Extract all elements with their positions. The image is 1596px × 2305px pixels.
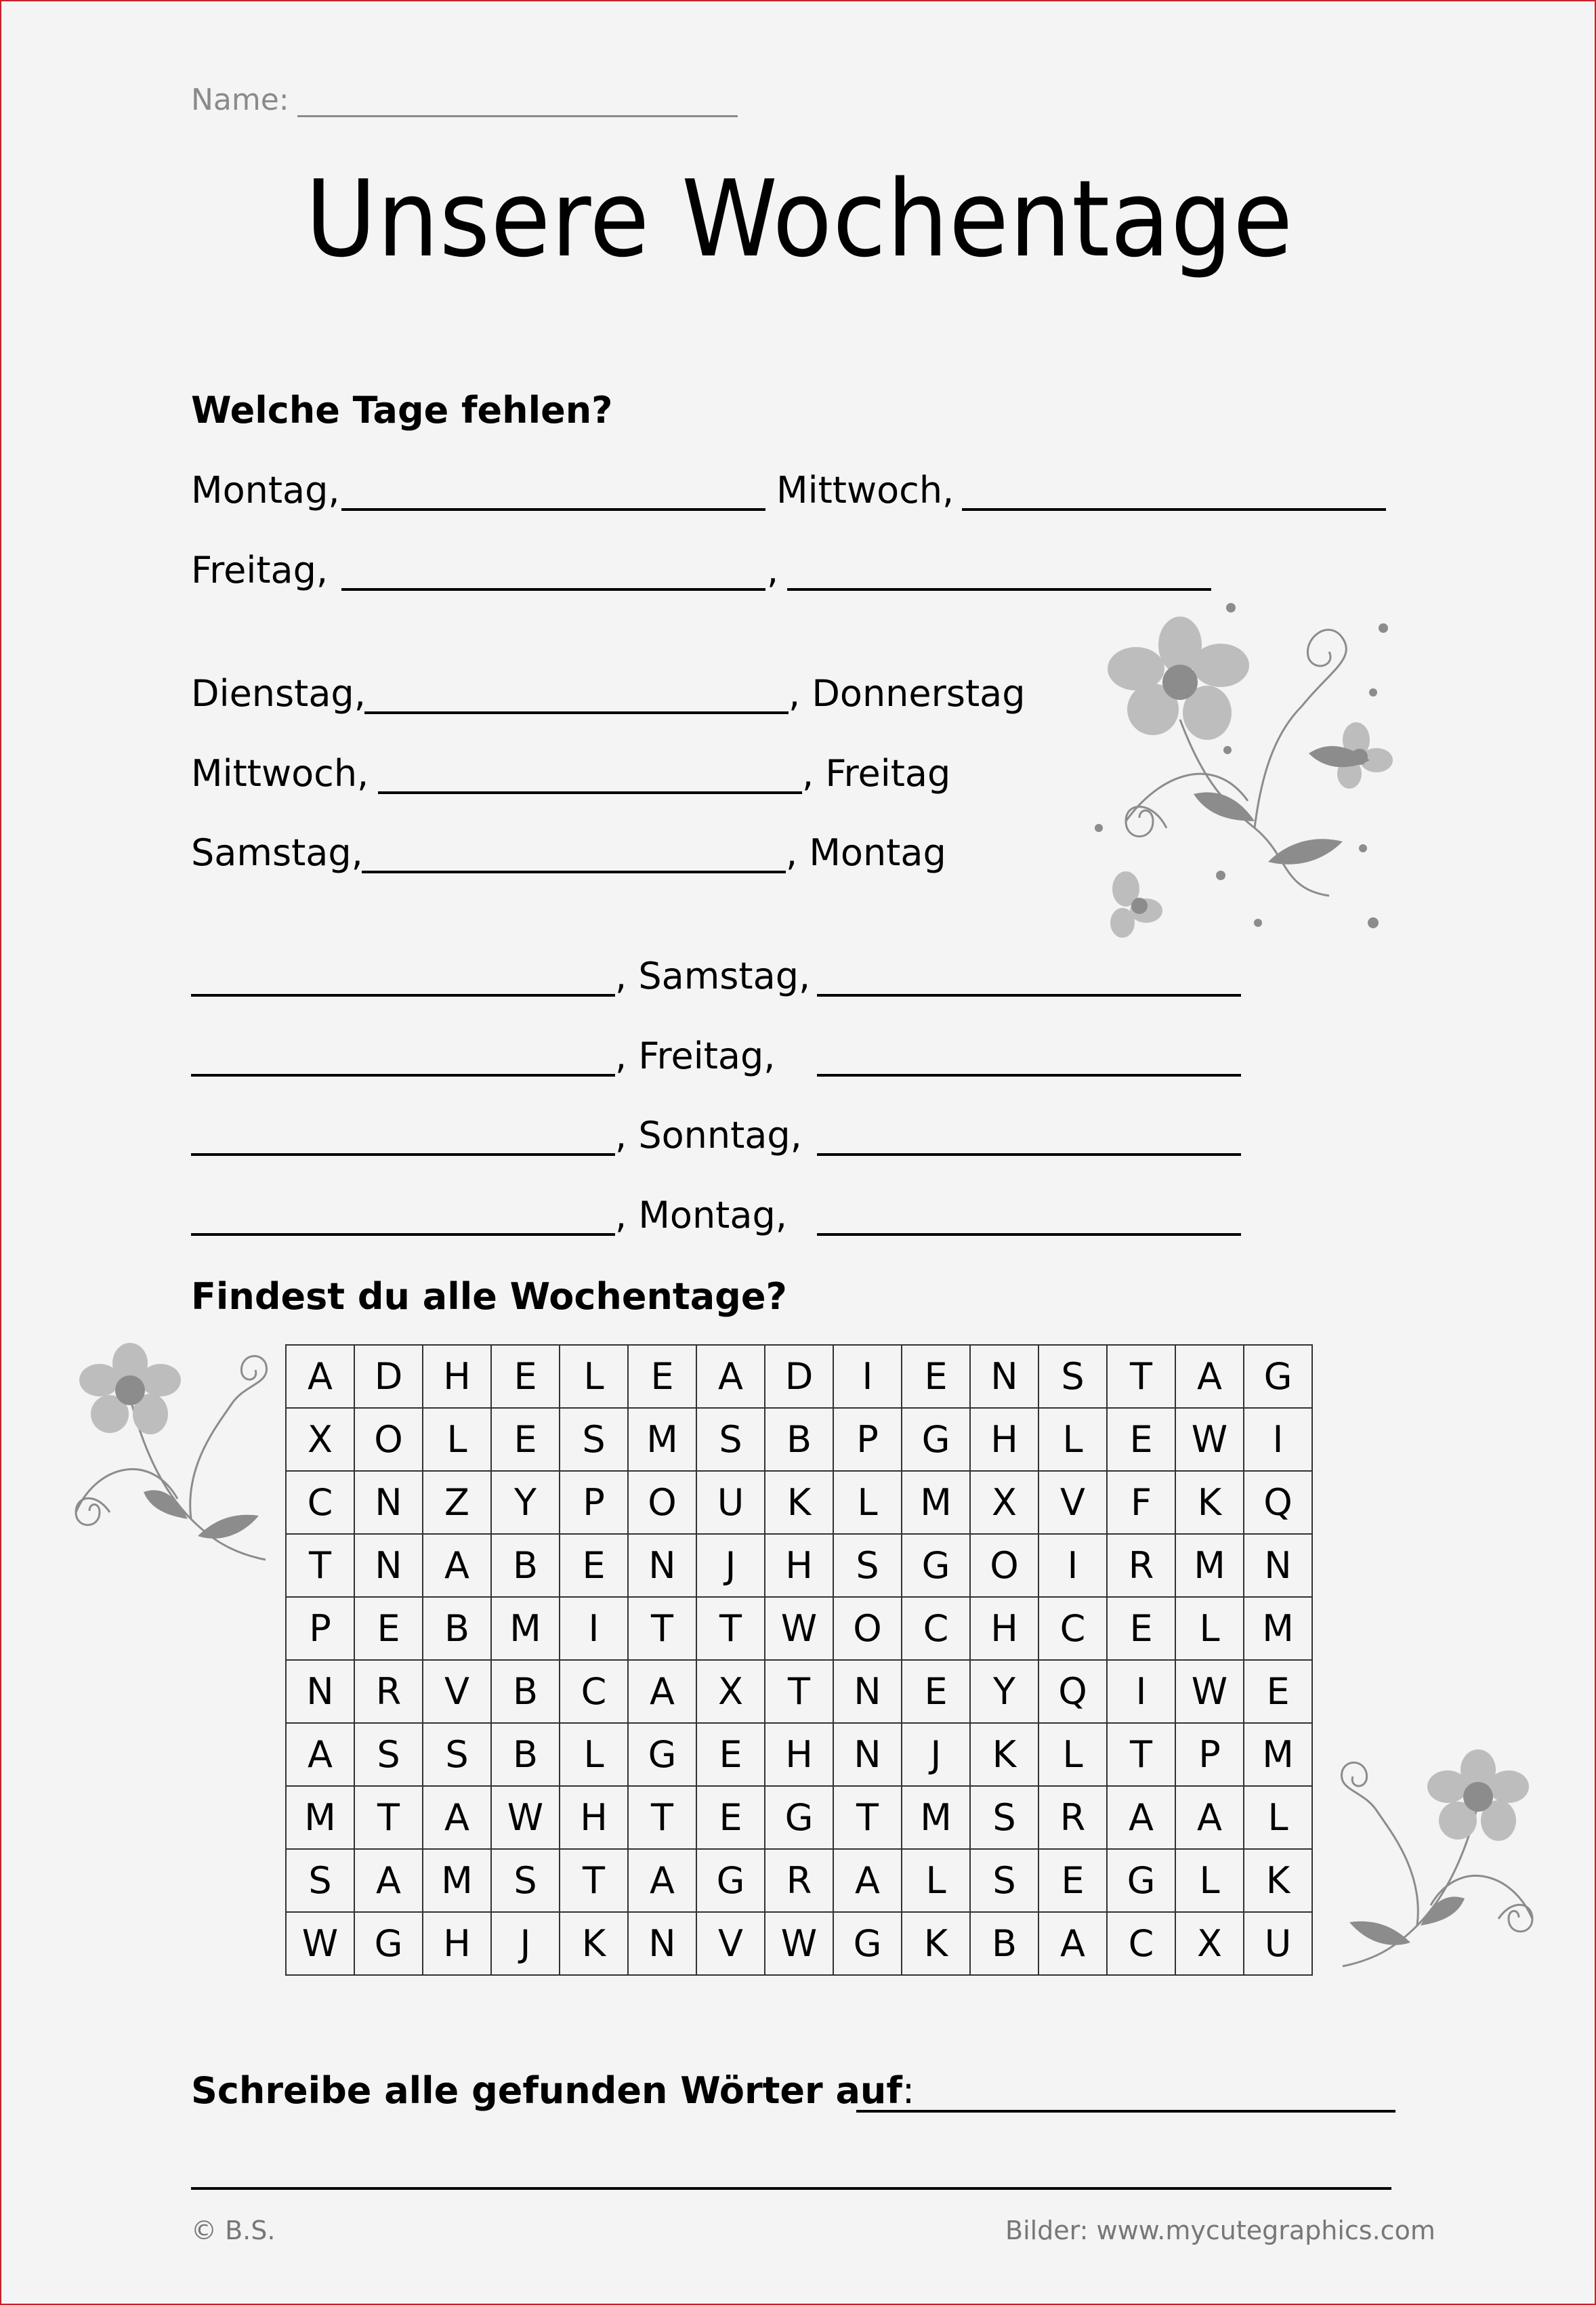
grid-cell[interactable]: A <box>696 1345 765 1408</box>
grid-cell[interactable]: M <box>1244 1597 1312 1660</box>
name-field[interactable] <box>297 88 738 117</box>
grid-cell[interactable]: W <box>765 1597 833 1660</box>
write-words-label-text: Schreibe alle gefunden Wörter auf <box>191 2069 902 2112</box>
grid-cell[interactable]: Y <box>491 1471 560 1534</box>
grid-cell[interactable]: A <box>1175 1345 1244 1408</box>
grid-cell[interactable]: M <box>1244 1723 1312 1786</box>
grid-cell[interactable]: E <box>1107 1597 1175 1660</box>
grid-cell[interactable]: M <box>628 1408 696 1471</box>
grid-cell[interactable]: L <box>833 1471 902 1534</box>
grid-cell[interactable]: A <box>423 1534 491 1597</box>
grid-cell[interactable]: L <box>1038 1408 1107 1471</box>
section-heading-word-search: Findest du alle Wochentage? <box>191 1275 787 1318</box>
grid-cell[interactable]: S <box>696 1408 765 1471</box>
grid-cell[interactable]: K <box>765 1471 833 1534</box>
grid-cell[interactable]: X <box>696 1660 765 1723</box>
grid-cell[interactable]: L <box>423 1408 491 1471</box>
answer-line-2[interactable] <box>191 2187 1391 2190</box>
grid-cell[interactable]: Q <box>1038 1660 1107 1723</box>
row4-label-a: Mittwoch, <box>191 752 369 795</box>
grid-row <box>286 1912 1312 1975</box>
grid-cell[interactable]: E <box>1038 1849 1107 1912</box>
blank-line[interactable] <box>817 994 1241 997</box>
grid-cell[interactable]: Q <box>1244 1471 1312 1534</box>
grid-cell[interactable]: S <box>354 1723 423 1786</box>
grid-cell[interactable]: G <box>1244 1345 1312 1408</box>
flower-left-icon <box>69 1343 272 1573</box>
grid-row <box>286 1471 1312 1534</box>
grid-cell[interactable]: E <box>560 1534 628 1597</box>
grid-cell[interactable]: O <box>354 1408 423 1471</box>
grid-cell[interactable]: X <box>1175 1912 1244 1975</box>
grid-cell[interactable]: H <box>423 1345 491 1408</box>
grid-cell[interactable]: A <box>833 1849 902 1912</box>
grid-cell[interactable]: Y <box>970 1660 1038 1723</box>
grid-cell[interactable]: T <box>696 1597 765 1660</box>
name-label: Name: <box>191 83 289 117</box>
row2-label-a: Freitag, <box>191 549 329 591</box>
grid-cell[interactable]: A <box>1038 1912 1107 1975</box>
grid-cell[interactable]: G <box>628 1723 696 1786</box>
write-words-colon: : <box>902 2069 915 2112</box>
grid-cell[interactable]: T <box>1107 1723 1175 1786</box>
grid-cell[interactable]: S <box>423 1723 491 1786</box>
grid-cell[interactable]: L <box>1038 1723 1107 1786</box>
flower-cluster-icon <box>1085 598 1410 950</box>
grid-cell[interactable]: B <box>491 1660 560 1723</box>
grid-cell[interactable]: A <box>1175 1786 1244 1849</box>
write-words-label <box>191 2069 915 2112</box>
grid-row <box>286 1849 1312 1912</box>
grid-cell[interactable]: E <box>1107 1408 1175 1471</box>
grid-cell[interactable]: S <box>970 1849 1038 1912</box>
grid-cell[interactable]: C <box>286 1471 354 1534</box>
grid-cell[interactable]: C <box>902 1597 970 1660</box>
row7-label: , Freitag, <box>615 1035 776 1077</box>
grid-cell[interactable]: H <box>560 1786 628 1849</box>
grid-cell[interactable]: W <box>765 1912 833 1975</box>
flower-right-icon <box>1336 1736 1539 1980</box>
grid-cell[interactable]: J <box>696 1534 765 1597</box>
grid-cell[interactable]: Z <box>423 1471 491 1534</box>
row1-label-b: Mittwoch, <box>776 469 954 512</box>
grid-cell[interactable]: W <box>1175 1408 1244 1471</box>
grid-row <box>286 1660 1312 1723</box>
grid-cell[interactable]: G <box>833 1912 902 1975</box>
grid-cell[interactable]: B <box>765 1408 833 1471</box>
grid-cell[interactable]: H <box>970 1408 1038 1471</box>
grid-row <box>286 1345 1312 1408</box>
grid-cell[interactable]: D <box>354 1345 423 1408</box>
grid-cell[interactable]: R <box>765 1849 833 1912</box>
grid-cell[interactable]: W <box>286 1912 354 1975</box>
grid-cell[interactable]: N <box>354 1471 423 1534</box>
grid-cell[interactable]: B <box>970 1912 1038 1975</box>
blank-line[interactable] <box>191 1074 615 1077</box>
grid-cell[interactable]: M <box>902 1786 970 1849</box>
blank-line[interactable] <box>341 508 765 511</box>
blank-line[interactable] <box>817 1233 1241 1236</box>
grid-cell[interactable]: A <box>628 1849 696 1912</box>
grid-cell[interactable]: T <box>628 1786 696 1849</box>
grid-cell[interactable]: V <box>423 1660 491 1723</box>
grid-cell[interactable]: G <box>902 1408 970 1471</box>
blank-line[interactable] <box>378 791 802 794</box>
grid-cell[interactable]: W <box>491 1786 560 1849</box>
grid-cell[interactable]: M <box>491 1597 560 1660</box>
grid-cell[interactable]: O <box>970 1534 1038 1597</box>
grid-cell[interactable]: P <box>833 1408 902 1471</box>
grid-row <box>286 1408 1312 1471</box>
grid-cell[interactable]: S <box>560 1408 628 1471</box>
blank-line[interactable] <box>817 1074 1241 1077</box>
grid-cell[interactable]: M <box>1175 1534 1244 1597</box>
grid-cell[interactable]: G <box>354 1912 423 1975</box>
row5-label-b: , Montag <box>786 831 946 874</box>
grid-cell[interactable]: E <box>491 1408 560 1471</box>
grid-cell[interactable]: N <box>833 1723 902 1786</box>
grid-cell[interactable]: T <box>286 1534 354 1597</box>
grid-cell[interactable]: N <box>628 1534 696 1597</box>
grid-cell[interactable]: A <box>423 1786 491 1849</box>
blank-line[interactable] <box>191 994 615 997</box>
grid-cell[interactable]: M <box>423 1849 491 1912</box>
grid-cell[interactable]: T <box>1107 1345 1175 1408</box>
grid-cell[interactable]: A <box>1107 1786 1175 1849</box>
grid-cell[interactable]: K <box>1244 1849 1312 1912</box>
grid-cell[interactable]: I <box>1244 1408 1312 1471</box>
grid-cell[interactable]: P <box>1175 1723 1244 1786</box>
grid-cell[interactable]: C <box>1038 1597 1107 1660</box>
grid-cell[interactable]: C <box>560 1660 628 1723</box>
grid-cell[interactable]: L <box>560 1345 628 1408</box>
grid-cell[interactable]: E <box>902 1660 970 1723</box>
grid-cell[interactable]: A <box>286 1723 354 1786</box>
grid-cell[interactable]: K <box>970 1723 1038 1786</box>
page-title: Unsere Wochentage <box>305 157 1294 281</box>
blank-line[interactable] <box>362 871 786 873</box>
grid-cell[interactable]: G <box>696 1849 765 1912</box>
grid-cell[interactable]: L <box>1175 1849 1244 1912</box>
grid-cell[interactable]: M <box>286 1786 354 1849</box>
grid-cell[interactable]: C <box>1107 1912 1175 1975</box>
grid-cell[interactable]: U <box>1244 1912 1312 1975</box>
grid-cell[interactable]: S <box>970 1786 1038 1849</box>
grid-cell[interactable]: T <box>833 1786 902 1849</box>
grid-cell[interactable]: W <box>1175 1660 1244 1723</box>
grid-cell[interactable]: E <box>354 1597 423 1660</box>
grid-row <box>286 1786 1312 1849</box>
grid-cell[interactable]: A <box>286 1345 354 1408</box>
blank-line[interactable] <box>341 588 765 591</box>
blank-line[interactable] <box>962 508 1386 511</box>
grid-cell[interactable]: L <box>1175 1597 1244 1660</box>
row4-label-b: , Freitag <box>802 752 951 795</box>
grid-cell[interactable]: G <box>902 1534 970 1597</box>
blank-line[interactable] <box>364 711 789 714</box>
grid-cell[interactable]: K <box>1175 1471 1244 1534</box>
word-search-grid <box>285 1344 1313 1976</box>
blank-line[interactable] <box>191 1233 615 1236</box>
grid-cell[interactable]: G <box>765 1786 833 1849</box>
row3-label-b: , Donnerstag <box>789 672 1026 715</box>
grid-cell[interactable]: M <box>902 1471 970 1534</box>
row9-label: , Montag, <box>615 1194 787 1237</box>
grid-cell[interactable]: U <box>696 1471 765 1534</box>
grid-cell[interactable]: B <box>491 1723 560 1786</box>
grid-cell[interactable]: T <box>765 1660 833 1723</box>
grid-cell[interactable]: D <box>765 1345 833 1408</box>
grid-cell[interactable]: N <box>354 1534 423 1597</box>
grid-cell[interactable]: S <box>833 1534 902 1597</box>
grid-cell[interactable]: R <box>1038 1786 1107 1849</box>
row3-label-a: Dienstag, <box>191 672 366 715</box>
grid-cell[interactable]: X <box>286 1408 354 1471</box>
grid-cell[interactable]: P <box>560 1471 628 1534</box>
grid-cell[interactable]: E <box>696 1723 765 1786</box>
row8-label: , Sonntag, <box>615 1114 802 1157</box>
grid-cell[interactable]: T <box>560 1849 628 1912</box>
grid-cell[interactable]: H <box>765 1534 833 1597</box>
grid-cell[interactable]: N <box>833 1660 902 1723</box>
answer-line-1[interactable] <box>856 2110 1395 2113</box>
grid-cell[interactable]: I <box>833 1345 902 1408</box>
grid-cell[interactable]: H <box>765 1723 833 1786</box>
grid-cell[interactable]: N <box>286 1660 354 1723</box>
grid-cell[interactable]: V <box>696 1912 765 1975</box>
grid-cell[interactable]: X <box>970 1471 1038 1534</box>
grid-cell[interactable]: A <box>628 1660 696 1723</box>
grid-cell[interactable]: T <box>628 1597 696 1660</box>
row1-label-a: Montag, <box>191 469 340 512</box>
grid-cell[interactable]: L <box>902 1849 970 1912</box>
grid-cell[interactable]: R <box>354 1660 423 1723</box>
grid-cell[interactable]: E <box>1244 1660 1312 1723</box>
grid-cell[interactable]: B <box>423 1597 491 1660</box>
blank-line[interactable] <box>787 588 1211 591</box>
grid-cell[interactable]: T <box>354 1786 423 1849</box>
name-row <box>191 83 738 117</box>
grid-cell[interactable]: V <box>1038 1471 1107 1534</box>
grid-cell[interactable]: G <box>1107 1849 1175 1912</box>
grid-cell[interactable]: I <box>1107 1660 1175 1723</box>
grid-cell[interactable]: L <box>560 1723 628 1786</box>
grid-cell[interactable]: E <box>628 1345 696 1408</box>
grid-cell[interactable]: E <box>902 1345 970 1408</box>
blank-line[interactable] <box>191 1153 615 1156</box>
row6-label: , Samstag, <box>615 955 811 997</box>
section-heading-missing-days: Welche Tage fehlen? <box>191 389 613 432</box>
grid-cell[interactable]: L <box>1244 1786 1312 1849</box>
grid-cell[interactable]: A <box>354 1849 423 1912</box>
grid-cell[interactable]: N <box>970 1345 1038 1408</box>
grid-cell[interactable]: J <box>491 1912 560 1975</box>
grid-cell[interactable]: S <box>1038 1345 1107 1408</box>
grid-cell[interactable]: O <box>628 1471 696 1534</box>
footer-copyright: © B.S. <box>191 2216 276 2245</box>
grid-cell[interactable]: S <box>491 1849 560 1912</box>
footer-credits: Bilder: www.mycutegraphics.com <box>1005 2216 1435 2245</box>
grid-cell[interactable]: B <box>491 1534 560 1597</box>
grid-cell[interactable]: E <box>491 1345 560 1408</box>
grid-cell[interactable]: N <box>1244 1534 1312 1597</box>
grid-cell[interactable]: N <box>628 1912 696 1975</box>
grid-cell[interactable]: J <box>902 1723 970 1786</box>
blank-line[interactable] <box>817 1153 1241 1156</box>
grid-cell[interactable]: I <box>1038 1534 1107 1597</box>
grid-row <box>286 1723 1312 1786</box>
grid-cell[interactable]: H <box>970 1597 1038 1660</box>
row2-comma: , <box>767 549 779 591</box>
grid-row <box>286 1534 1312 1597</box>
grid-cell[interactable]: O <box>833 1597 902 1660</box>
grid-cell[interactable]: P <box>286 1597 354 1660</box>
grid-cell[interactable]: K <box>902 1912 970 1975</box>
grid-cell[interactable]: F <box>1107 1471 1175 1534</box>
grid-cell[interactable]: S <box>286 1849 354 1912</box>
grid-row <box>286 1597 1312 1660</box>
grid-cell[interactable]: I <box>560 1597 628 1660</box>
grid-cell[interactable]: R <box>1107 1534 1175 1597</box>
grid-cell[interactable]: K <box>560 1912 628 1975</box>
row5-label-a: Samstag, <box>191 831 363 874</box>
grid-cell[interactable]: H <box>423 1912 491 1975</box>
grid-cell[interactable]: E <box>696 1786 765 1849</box>
